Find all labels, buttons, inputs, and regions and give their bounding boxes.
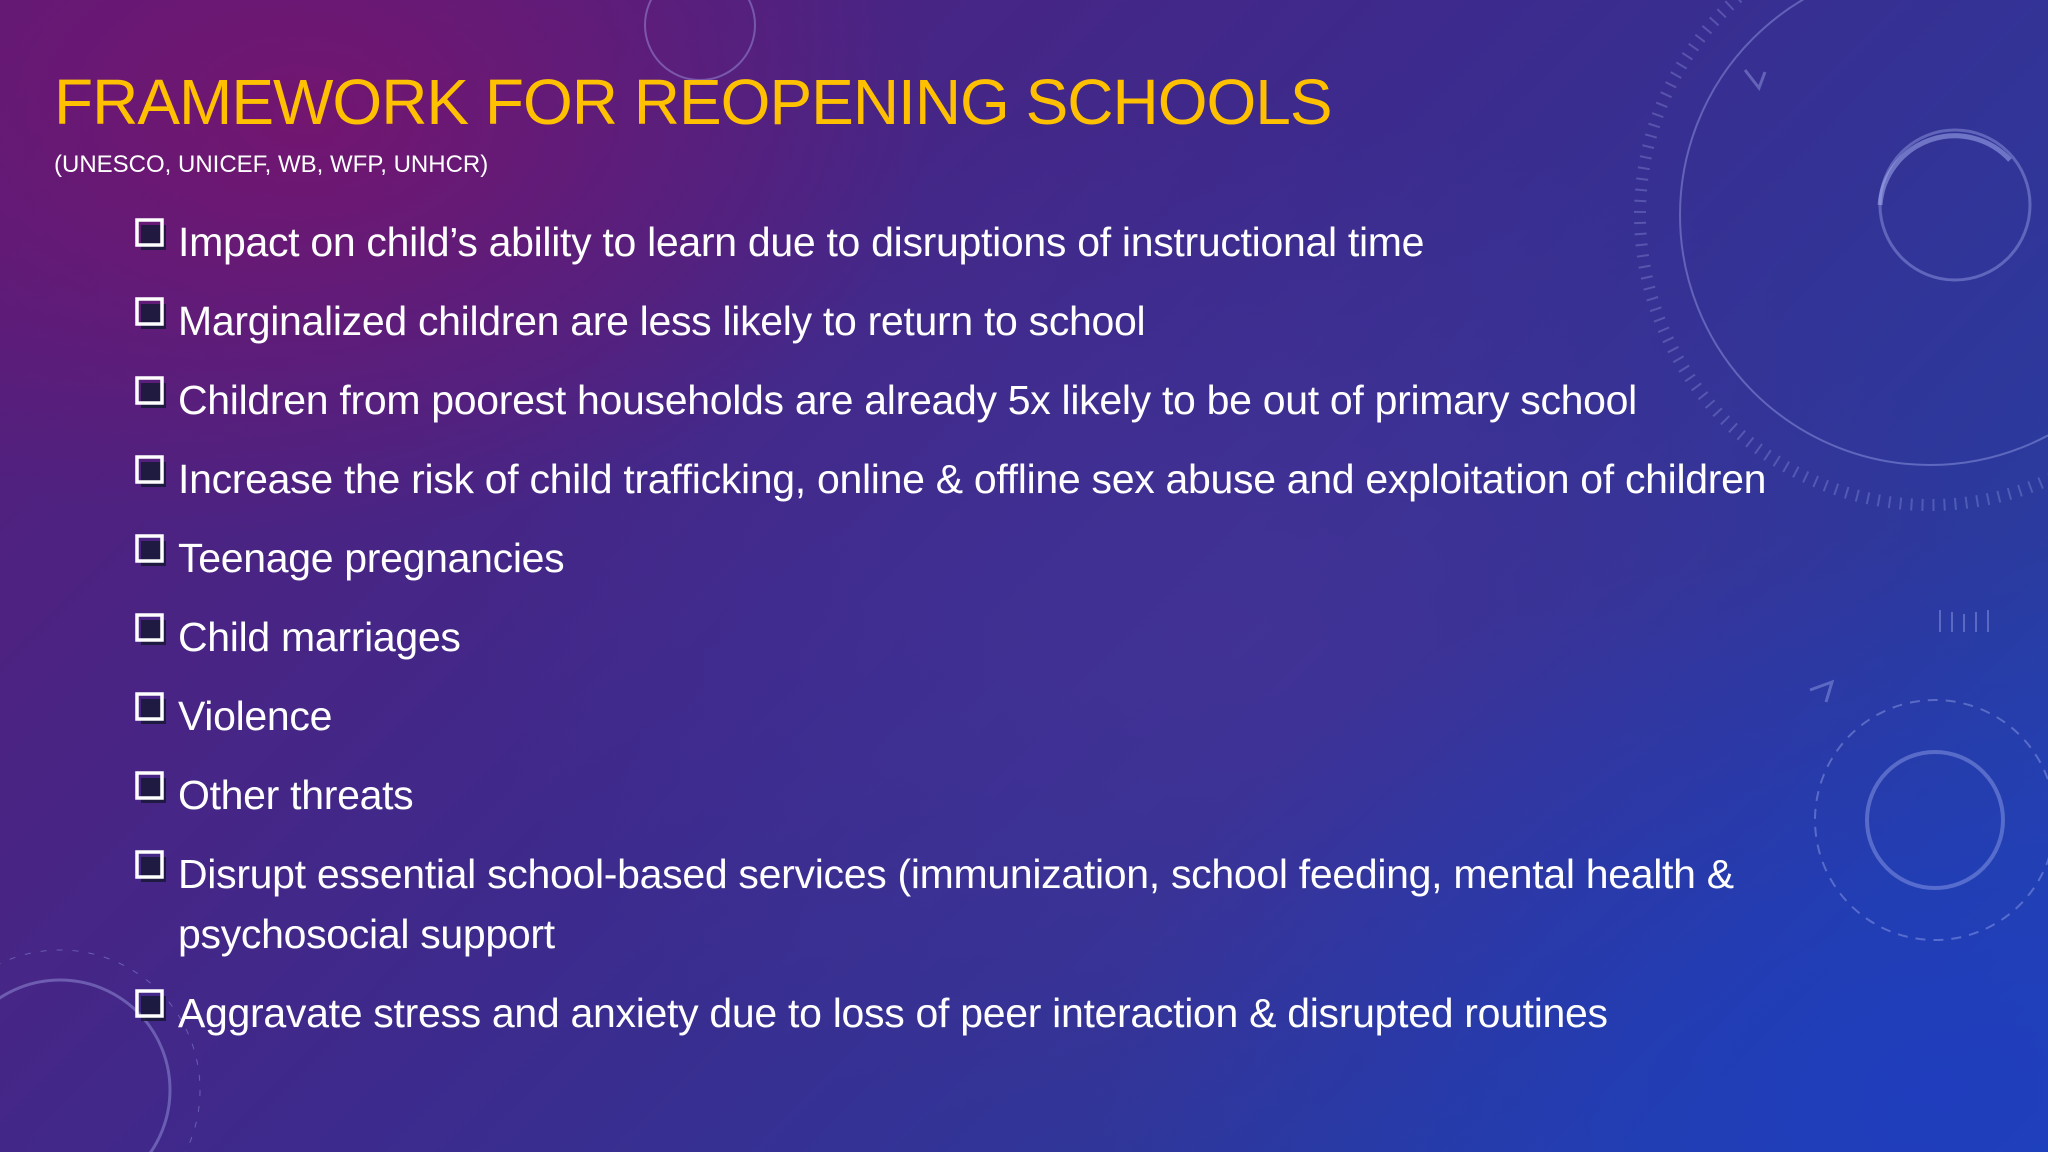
bullet-text: Violence [178,693,333,739]
bullet-item [134,291,1934,351]
bullet-text: Children from poorest households are already 5x likely to be out of primary school [178,377,1637,423]
slide-title: FRAMEWORK FOR REOPENING SCHOOLS [54,66,1332,138]
bullet-item [134,686,1934,746]
bullet-text: Increase the risk of child trafficking, online & offline sex abuse and exploitation of children [178,456,1767,502]
checkbox-outline-icon [134,769,170,809]
checkbox-outline-icon [134,374,170,414]
bullet-item [134,370,1934,430]
bullet-list [134,212,1934,1062]
bullet-text: Aggravate stress and anxiety due to loss of peer interaction & disrupted routines [178,990,1608,1036]
bullet-item [134,528,1934,588]
slide-subtitle: (UNESCO, UNICEF, WB, WFP, UNHCR) [54,151,489,178]
bullet-item [134,983,1934,1043]
bullet-item [134,449,1934,509]
bullet-text: Teenage pregnancies [178,535,565,581]
checkbox-outline-icon [134,987,170,1027]
bullet-text: Marginalized children are less likely to return to school [178,298,1146,344]
hud-lines [1940,610,1988,632]
bullet-text: Other threats [178,772,414,818]
checkbox-outline-icon [134,216,170,256]
checkbox-outline-icon [134,295,170,335]
bullet-text: Child marriages [178,614,461,660]
bullet-item [134,212,1934,272]
checkbox-outline-icon [134,611,170,651]
checkbox-outline-icon [134,453,170,493]
bullet-item [134,844,1934,964]
checkbox-outline-icon [134,532,170,572]
checkbox-outline-icon [134,690,170,730]
bullet-text: Impact on child’s ability to learn due to disruptions of instructional time [178,219,1425,265]
hud-arrow [1745,70,1765,88]
hud-arc [1880,136,2010,205]
bullet-item [134,607,1934,667]
checkbox-outline-icon [134,848,170,888]
bullet-text: Disrupt essential school-based services (immunization, school feeding, mental health & psychosocial support [178,851,1734,957]
bullet-item [134,765,1934,825]
